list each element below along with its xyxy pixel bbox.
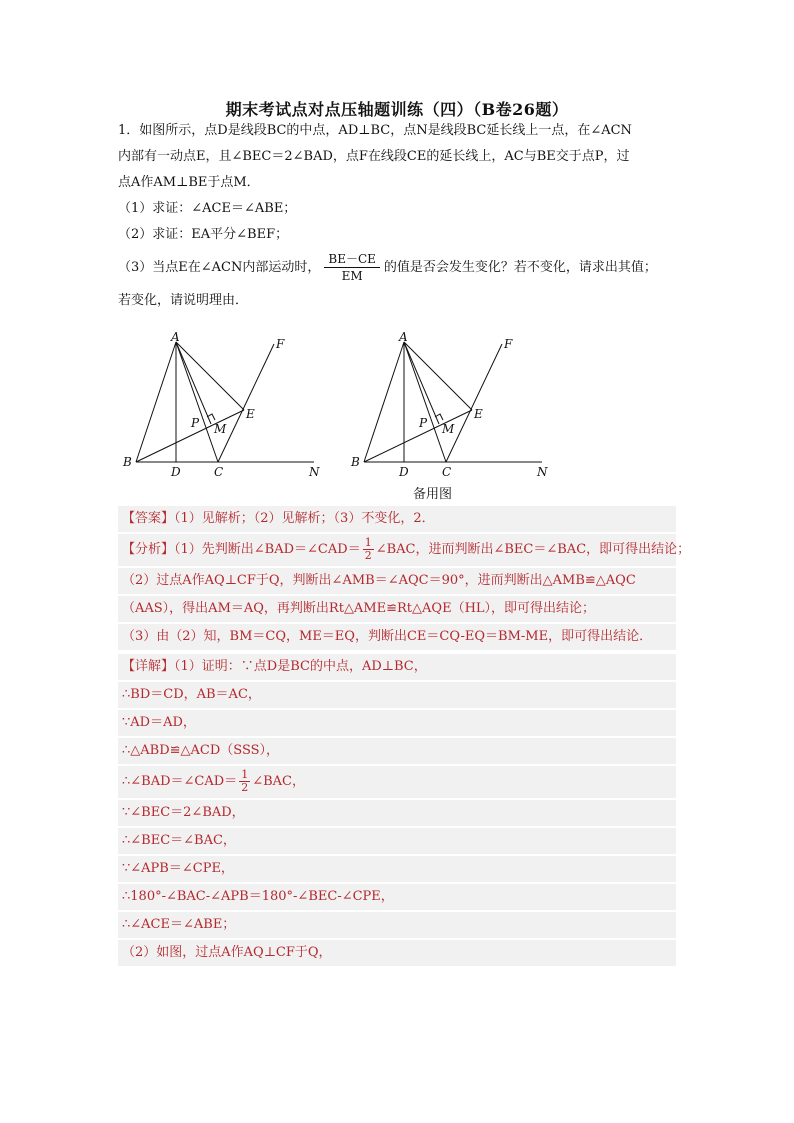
detail-row-1 <box>118 654 676 680</box>
page-title: 期末考试点对点压轴题训练（四）（B卷26题） <box>225 100 569 119</box>
question-part-2: （2）求证：EA平分∠BEF； <box>118 227 289 242</box>
part3-denominator: EM <box>341 269 363 283</box>
detail-row-11: （2）如图，过点A作AQ⊥CF于Q， <box>118 940 676 966</box>
question-block <box>118 118 678 314</box>
detail-row-9: ∴180°-∠BAC-∠APB＝180°-∠BEC-∠CPE， <box>118 884 676 910</box>
geometry-diagram-spare <box>346 332 556 480</box>
detail-tag: 【详解】 <box>122 659 175 674</box>
detail-line-5-suffix: ∠BAC， <box>252 774 305 789</box>
question-part-1: （1）求证：∠ACE＝∠ABE； <box>118 201 297 216</box>
part3-fraction <box>324 251 380 284</box>
geometry-diagram <box>118 332 328 480</box>
analysis-row-4: （3）由（2）知，BM＝CQ，ME＝EQ，判断出CE＝CQ-EQ＝BM-ME，即可得出结论． <box>118 624 676 650</box>
figure-caption: 备用图 <box>413 487 453 502</box>
analysis-line-1-prefix: （1）先判断出∠BAD＝∠CAD＝ <box>174 542 361 557</box>
detail-row-6: ∵∠BEC＝2∠BAD， <box>118 800 676 826</box>
detail-frac-num: 1 <box>241 768 249 781</box>
label-e-2: E <box>474 407 483 421</box>
label-p-2: P <box>419 416 428 430</box>
detail-line-1: （1）证明：∵点D是BC的中点，AD⊥BC， <box>174 659 427 674</box>
label-c-2: C <box>442 465 452 479</box>
detail-row-4: ∴△ABD≌△ACD（SSS）， <box>118 738 676 764</box>
label-n-2: N <box>537 465 548 479</box>
analysis-frac-num: 1 <box>364 536 372 549</box>
analysis-row-3: （AAS），得出AM＝AQ，再判断出Rt△AME≌Rt△AQE（HL），即可得出结论； <box>118 596 676 622</box>
analysis-fraction <box>363 537 374 562</box>
analysis-frac-den: 2 <box>364 549 372 562</box>
label-d: D <box>171 465 181 479</box>
detail-row-8: ∵∠APB＝∠CPE， <box>118 856 676 882</box>
detail-row-10: ∴∠ACE＝∠ABE； <box>118 912 676 938</box>
question-line-1: 1．如图所示，点D是线段BC的中点，AD⊥BC，点N是线段BC延长线上一点，在∠ACN <box>118 123 632 138</box>
label-a-2: A <box>399 332 408 344</box>
analysis-row-2: （2）过点A作AQ⊥CF于Q，判断出∠AMB＝∠AQC＝90°，进而判断出△AMB≌△AQC <box>118 568 676 594</box>
label-e: E <box>246 407 255 421</box>
part3-suffix: 的值是否会发生变化？若不变化，请求出其值； <box>383 260 657 275</box>
question-part-3-line2: 若变化，请说明理由． <box>118 293 249 308</box>
analysis-row-1 <box>118 534 691 566</box>
label-a: A <box>171 332 180 344</box>
part3-prefix: （3）当点E在∠ACN内部运动时， <box>118 260 321 275</box>
detail-fraction <box>239 769 250 794</box>
question-line-2: 内部有一动点E，且∠BEC＝2∠BAD，点F在线段CE的延长线上，AC与BE交于点P，过 <box>118 149 630 164</box>
question-line-3: 点A作AM⊥BE于点M． <box>118 175 260 190</box>
answer-section <box>118 506 691 968</box>
label-m-2: M <box>442 422 455 436</box>
answer-row <box>118 506 676 532</box>
answer-text: （1）见解析；（2）见解析；（3）不变化，2． <box>174 511 435 526</box>
detail-frac-den: 2 <box>241 781 249 794</box>
detail-row-2: ∴BD＝CD，AB＝AC， <box>118 682 676 708</box>
figure-main <box>118 332 328 484</box>
label-m: M <box>214 422 227 436</box>
part3-numerator: BE－CE <box>324 251 380 268</box>
label-b-2: B <box>351 455 360 469</box>
question-part-3 <box>118 248 678 288</box>
detail-row-5 <box>118 766 676 798</box>
label-c: C <box>214 465 224 479</box>
detail-row-7: ∴∠BEC＝∠BAC， <box>118 828 676 854</box>
analysis-tag: 【分析】 <box>122 542 175 557</box>
answer-tag: 【答案】 <box>122 511 175 526</box>
detail-row-3: ∵AD＝AD， <box>118 710 676 736</box>
detail-line-5-prefix: ∴∠BAD＝∠CAD＝ <box>122 774 238 789</box>
label-p: P <box>191 416 200 430</box>
figure-spare <box>346 332 556 484</box>
analysis-line-1-suffix: ∠BAC，进而判断出∠BEC＝∠BAC，即可得出结论； <box>375 542 691 557</box>
label-f: F <box>276 337 285 351</box>
label-b: B <box>123 455 132 469</box>
label-d-2: D <box>399 465 409 479</box>
label-f-2: F <box>504 337 513 351</box>
label-n: N <box>309 465 320 479</box>
